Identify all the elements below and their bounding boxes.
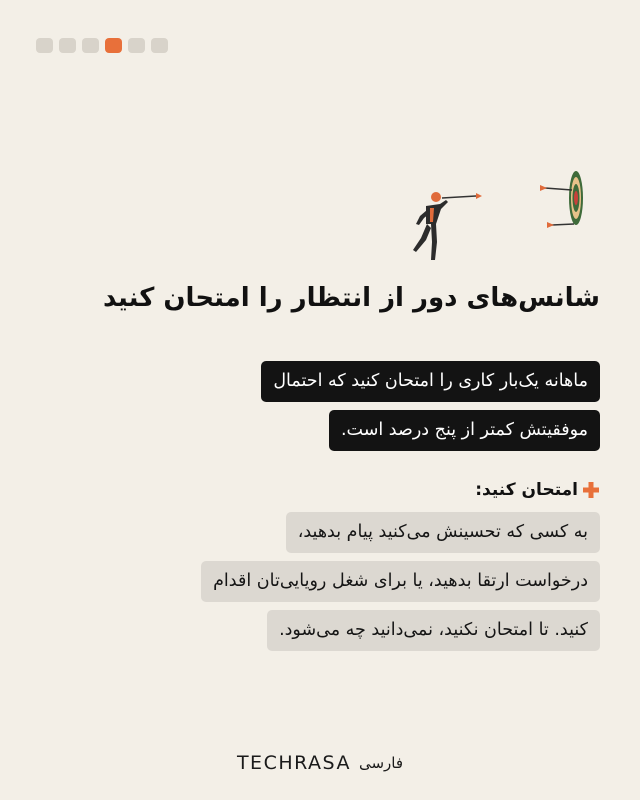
try-line: به کسی که تحسینش می‌کنید پیام بدهید، [286, 512, 600, 553]
page-indicator [36, 38, 168, 53]
brand-name: TECHRASA [236, 752, 351, 774]
page-title: شانس‌های دور از انتظار را امتحان کنید [102, 283, 600, 313]
try-label: امتحان کنید: [475, 480, 578, 500]
plus-icon [582, 481, 600, 499]
page-dot [82, 38, 99, 53]
page-dot [151, 38, 168, 53]
intro-line: ماهانه یک‌بار کاری را امتحان کنید که احتمال [261, 361, 600, 402]
try-paragraph [201, 512, 600, 651]
page-dot [128, 38, 145, 53]
brand-persian: فارسی [358, 754, 404, 772]
intro-line: موفقیتش کمتر از پنج درصد است. [329, 410, 600, 451]
dart-thrower-target-icon [380, 160, 610, 270]
page-dot-active [105, 38, 122, 53]
try-heading [475, 480, 600, 500]
page-dot [59, 38, 76, 53]
intro-paragraph [261, 361, 600, 451]
try-line: درخواست ارتقا بدهید، یا برای شغل رویایی‌تان اقدام [201, 561, 600, 602]
try-line: کنید. تا امتحان نکنید، نمی‌دانید چه می‌شود. [267, 610, 600, 651]
footer-logo [0, 752, 640, 774]
page-dot [36, 38, 53, 53]
